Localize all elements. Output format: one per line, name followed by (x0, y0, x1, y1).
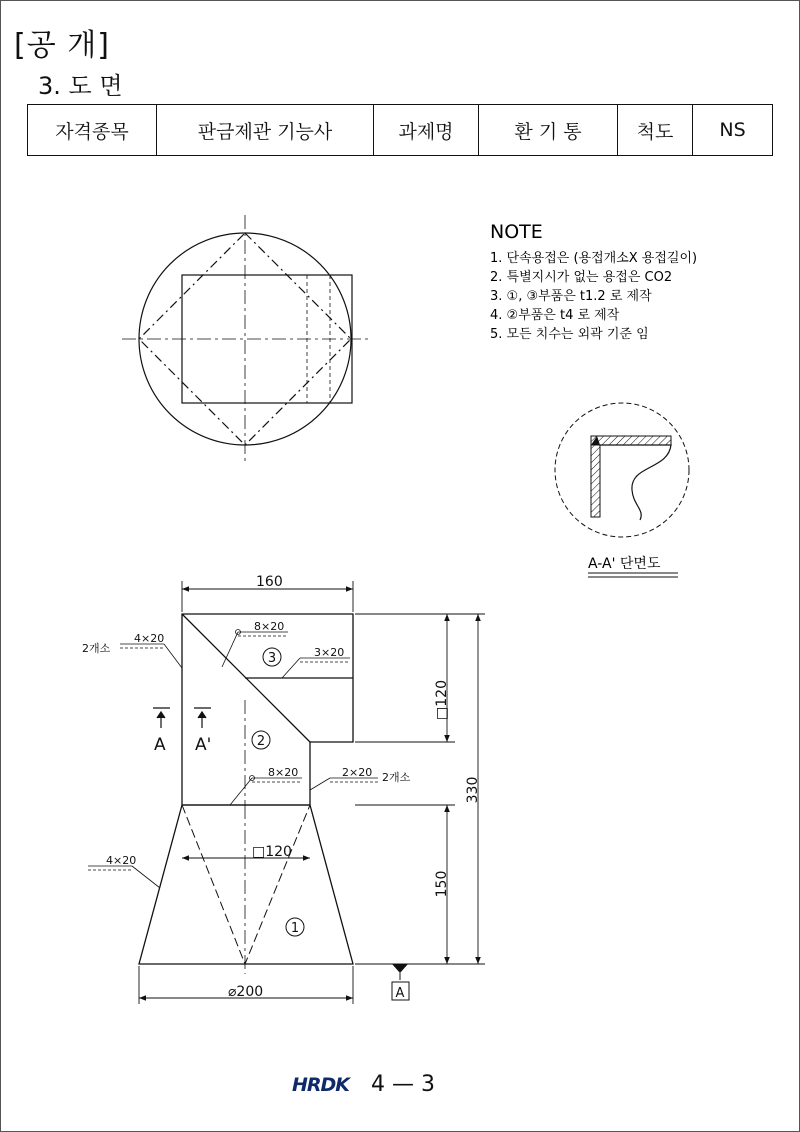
info-cell-label-scale: 척도 (618, 105, 693, 156)
weld-count-1: 2개소 (82, 642, 111, 655)
top-view-circle (139, 233, 351, 445)
note-item: 3. ①, ③부품은 t1.2 로 제작 (490, 289, 652, 304)
note-item: 2. 특별지시가 없는 용접은 CO2 (490, 270, 673, 285)
notes (490, 221, 697, 342)
note-title: NOTE (490, 221, 543, 243)
page-number: 4 — 3 (371, 1072, 436, 1097)
part-number-3: 3 (267, 651, 277, 666)
dim-total-height: 330 (465, 776, 481, 804)
front-view (139, 614, 353, 974)
section-mark-a-prime: A' (195, 735, 212, 755)
dim-mid-square: □120 (252, 844, 292, 860)
section-title: 3. 도 면 (38, 72, 123, 100)
part-number-1: 1 (290, 921, 300, 936)
info-cell-subject: 판금제관 기능사 (157, 105, 374, 156)
page-heading: [공 개] (14, 28, 110, 63)
view-reference (385, 964, 415, 1001)
dim-upper-square: □120 (434, 680, 450, 720)
part-number-2: 2 (256, 734, 266, 749)
weld-label-5: 2×20 (342, 766, 373, 779)
note-item: 5. 모든 치수는 외곽 기준 임 (490, 327, 649, 342)
section-detail (555, 403, 689, 577)
info-cell-task: 환 기 통 (479, 105, 618, 156)
footer (292, 1072, 435, 1097)
weld-label-1: 4×20 (134, 632, 165, 645)
weld-symbols (88, 630, 378, 889)
info-cell-label-task: 과제명 (374, 105, 479, 156)
weld-label-2: 8×20 (254, 620, 285, 633)
outline-part-1 (139, 805, 353, 964)
dim-base-diameter: ⌀200 (228, 984, 264, 1000)
section-mark-a: A (154, 735, 166, 755)
weld-count-5: 2개소 (382, 771, 411, 784)
section-view-label: A-A' 단면도 (588, 556, 661, 572)
view-reference-label: A (395, 986, 405, 1001)
top-view (122, 215, 368, 462)
top-view-diamond (139, 233, 351, 445)
note-item: 4. ②부품은 t4 로 제작 (490, 308, 620, 323)
note-item: 1. 단속용접은 (용접개소X 용접길이) (490, 251, 698, 266)
dim-top-width: 160 (256, 574, 283, 590)
info-cell-label-subject: 자격종목 (28, 105, 157, 156)
weld-label-3: 3×20 (314, 646, 345, 659)
weld-label-6: 4×20 (106, 854, 137, 867)
hrdk-logo: HRDK (292, 1073, 350, 1096)
dimension-lines (139, 581, 485, 1004)
info-cell-scale: NS (693, 105, 773, 156)
dim-lower-height: 150 (434, 870, 450, 898)
weld-label-4: 8×20 (268, 766, 299, 779)
